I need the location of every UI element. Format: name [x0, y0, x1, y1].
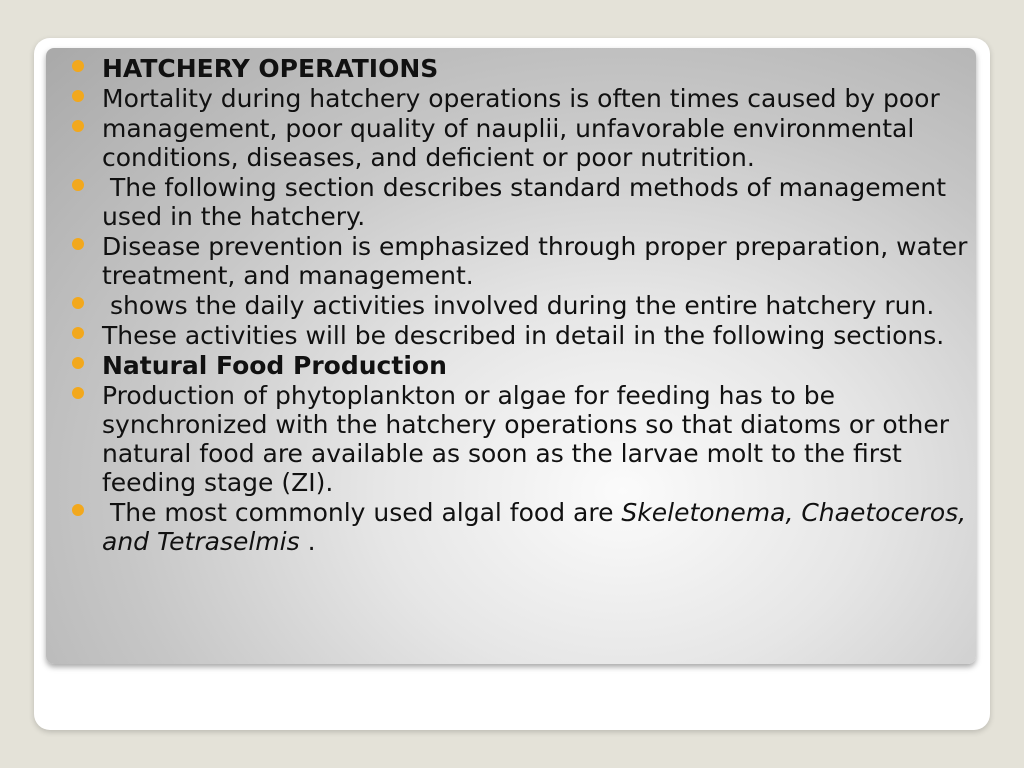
bullet-item-management	[72, 114, 972, 172]
bullet-item-phytoplankton	[72, 381, 972, 497]
bullet-heading-natural-food	[72, 351, 972, 380]
bullet-text: Production of phytoplankton or algae for feeding has to be synchronized with the hatchery operations so that diatoms or other natural food are available as soon as the larvae molt to the first feeding stage (ZI).	[102, 381, 949, 497]
bullet-text-species: Skeletonema, Chaetoceros, and Tetraselmis	[102, 498, 967, 556]
bullet-dot-icon	[72, 357, 84, 369]
bullet-text: shows the daily activities involved during the entire hatchery run.	[102, 291, 935, 320]
bullet-text: These activities will be described in detail in the following sections.	[102, 321, 945, 350]
bullet-item-activities-described	[72, 321, 972, 350]
bullet-text: HATCHERY OPERATIONS	[102, 54, 439, 83]
bullet-dot-icon	[72, 60, 84, 72]
bullet-item-mortality	[72, 84, 972, 113]
bullet-text: Disease prevention is emphasized through proper preparation, water treatment, and management.	[102, 232, 968, 290]
bullet-item-algal-food	[72, 498, 972, 556]
bullet-text-prefix: The most commonly used algal food are	[102, 498, 622, 527]
bullet-dot-icon	[72, 120, 84, 132]
bullet-text: management, poor quality of nauplii, unfavorable environmental conditions, diseases, and deficient or poor nutrition.	[102, 114, 915, 172]
bullet-item-daily-activities	[72, 291, 972, 320]
bullet-text-suffix: .	[299, 527, 316, 556]
bullet-item-disease-prevention	[72, 232, 972, 290]
bullet-text: Mortality during hatchery operations is often times caused by poor	[102, 84, 940, 113]
bullet-dot-icon	[72, 90, 84, 102]
bullet-item-standard-methods	[72, 173, 972, 231]
bullet-text: Natural Food Production	[102, 351, 447, 380]
bullet-dot-icon	[72, 504, 84, 516]
bullet-dot-icon	[72, 327, 84, 339]
bullet-dot-icon	[72, 387, 84, 399]
bullet-dot-icon	[72, 179, 84, 191]
bullet-dot-icon	[72, 297, 84, 309]
bullet-list	[72, 54, 972, 557]
bullet-dot-icon	[72, 238, 84, 250]
bullet-heading-hatchery-operations	[72, 54, 972, 83]
bullet-text: The following section describes standard methods of management used in the hatchery.	[102, 173, 955, 231]
